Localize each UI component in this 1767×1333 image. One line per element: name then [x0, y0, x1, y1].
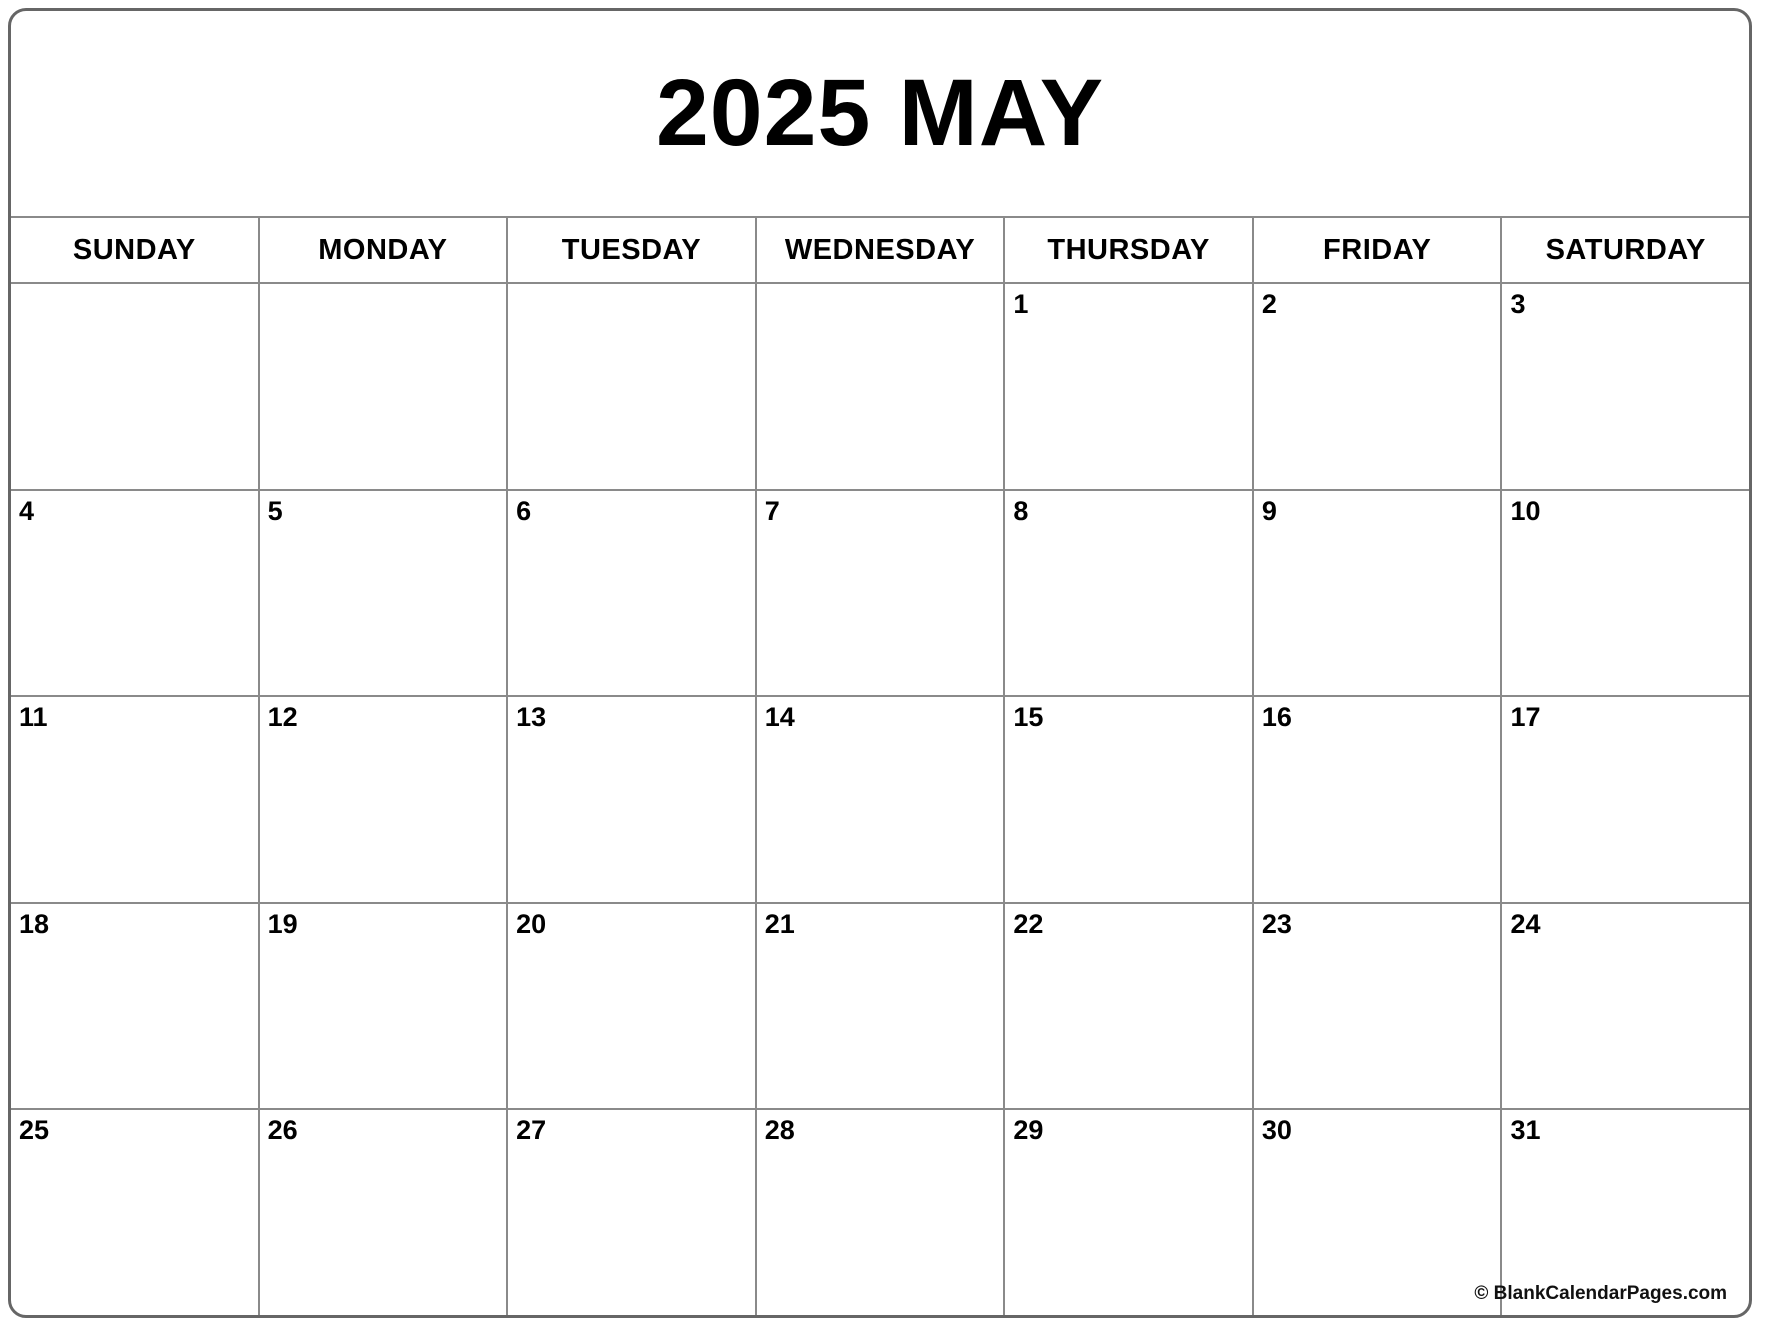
day-number: 20	[516, 908, 547, 939]
day-cell[interactable]	[1005, 284, 1254, 489]
day-cell[interactable]	[1005, 697, 1254, 902]
day-cell[interactable]	[260, 491, 509, 696]
day-cell[interactable]	[1254, 1110, 1503, 1315]
weekday-header-saturday: SATURDAY	[1545, 233, 1706, 266]
day-cell[interactable]	[1254, 904, 1503, 1109]
calendar-week-row	[11, 1110, 1749, 1315]
day-cell[interactable]	[260, 284, 509, 489]
day-cell[interactable]	[260, 904, 509, 1109]
day-cell[interactable]	[508, 284, 757, 489]
weekday-header-monday: MONDAY	[260, 218, 509, 282]
day-number: 1	[1013, 289, 1029, 319]
day-cell[interactable]	[508, 904, 757, 1109]
day-cell[interactable]	[260, 1110, 509, 1315]
day-number: 24	[1510, 908, 1541, 939]
day-number: 19	[267, 908, 298, 939]
day-cell[interactable]	[1502, 697, 1749, 902]
day-number: 22	[1013, 908, 1044, 939]
day-number: 4	[19, 495, 35, 526]
day-cell[interactable]	[11, 697, 260, 902]
day-number: 27	[516, 1115, 547, 1146]
day-number: 5	[267, 495, 283, 526]
day-number: 3	[1510, 289, 1526, 319]
day-number: 14	[764, 702, 795, 733]
day-cell[interactable]	[757, 904, 1006, 1109]
calendar-week-row	[11, 904, 1749, 1111]
day-cell[interactable]	[11, 491, 260, 696]
day-cell[interactable]	[508, 1110, 757, 1315]
day-cell[interactable]	[11, 904, 260, 1109]
day-number: 18	[19, 908, 50, 939]
day-cell[interactable]	[757, 284, 1006, 489]
day-cell[interactable]	[11, 1110, 260, 1315]
weekday-header-friday: FRIDAY	[1254, 218, 1503, 282]
day-number: 11	[19, 702, 48, 733]
weekday-header-thursday: THURSDAY	[1005, 218, 1254, 282]
day-number: 10	[1510, 495, 1541, 526]
weekday-header-wednesday: WEDNESDAY	[757, 218, 1006, 282]
day-cell[interactable]	[508, 697, 757, 902]
day-number: 9	[1261, 495, 1277, 526]
day-number: 28	[764, 1115, 795, 1146]
calendar-week-row	[11, 491, 1749, 698]
calendar-page	[8, 8, 1752, 1318]
calendar-title-bar	[11, 11, 1749, 216]
day-number: 21	[764, 908, 795, 939]
day-number: 6	[516, 495, 532, 526]
day-number: 30	[1261, 1115, 1292, 1146]
day-number: 13	[516, 702, 547, 733]
day-number: 26	[267, 1115, 298, 1146]
day-number: 7	[764, 495, 780, 526]
day-cell[interactable]	[757, 697, 1006, 902]
day-number: 31	[1510, 1115, 1541, 1146]
day-cell[interactable]	[1502, 904, 1749, 1109]
day-cell[interactable]	[1254, 491, 1503, 696]
day-number: 23	[1261, 908, 1292, 939]
day-cell[interactable]	[1502, 284, 1749, 489]
day-cell[interactable]	[1005, 491, 1254, 696]
calendar-grid	[11, 216, 1749, 1315]
day-number: 25	[19, 1115, 50, 1146]
weekday-header-row	[11, 216, 1749, 284]
day-cell[interactable]	[757, 491, 1006, 696]
day-number: 29	[1013, 1115, 1044, 1146]
calendar-week-row	[11, 697, 1749, 904]
calendar-week-row	[11, 284, 1749, 491]
day-cell[interactable]	[1502, 491, 1749, 696]
weekday-header-sunday: SUNDAY	[11, 218, 260, 282]
day-number: 17	[1510, 702, 1541, 733]
day-number: 15	[1013, 702, 1044, 733]
day-cell[interactable]	[1005, 1110, 1254, 1315]
day-number: 8	[1013, 495, 1029, 526]
day-cell[interactable]	[757, 1110, 1006, 1315]
day-number: 2	[1261, 289, 1277, 319]
day-cell[interactable]	[1474, 1110, 1749, 1315]
day-cell[interactable]	[11, 284, 260, 489]
day-cell[interactable]	[1254, 284, 1503, 489]
weekday-header-tuesday: TUESDAY	[508, 218, 757, 282]
site-credit: © BlankCalendarPages.com	[1474, 1282, 1728, 1304]
day-cell[interactable]	[1005, 904, 1254, 1109]
day-number: 12	[267, 702, 298, 733]
day-cell[interactable]	[508, 491, 757, 696]
page-title: 2025 MAY	[655, 60, 1105, 166]
day-cell[interactable]	[1254, 697, 1503, 902]
day-cell[interactable]	[260, 697, 509, 902]
day-number: 16	[1261, 702, 1292, 733]
